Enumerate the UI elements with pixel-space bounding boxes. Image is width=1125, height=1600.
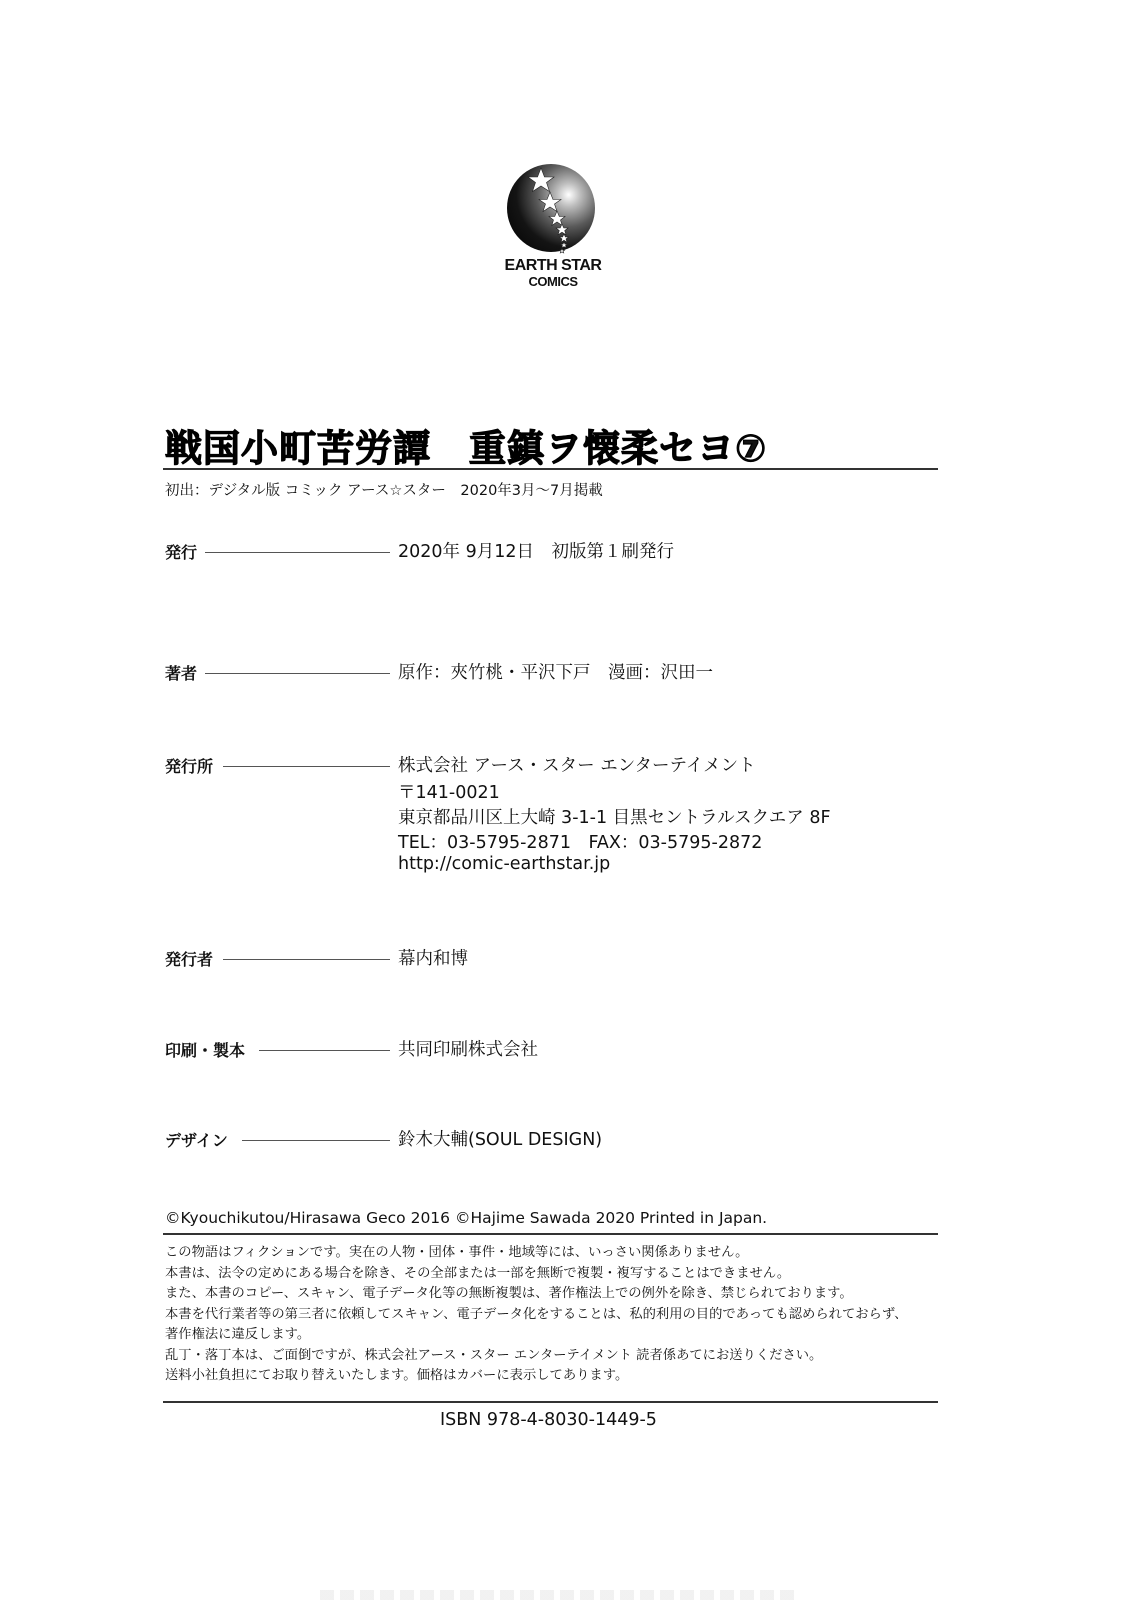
logo-wordmark-line2: COMICS [528,274,578,289]
isbn: ISBN 978-4-8030-1449-5 [440,1410,657,1430]
publisher-phone-fax: TEL：03-5795-2871 FAX：03-5795-2872 [398,833,763,853]
leader-line [205,552,390,553]
publisher-website-link[interactable]: http://comic-earthstar.jp [398,854,611,874]
isbn-divider [163,1401,938,1403]
credit-value: 株式会社 アース・スター エンターテイメント [398,756,756,776]
credit-value: 2020年 9月12日 初版第１刷発行 [398,542,675,562]
credit-label: 発行所 [165,757,214,776]
leader-line [223,766,390,767]
logo-wordmark-line1: EARTH STAR [504,257,602,274]
credit-value: 幕内和博 [398,949,468,969]
legal-notices [165,1243,907,1387]
publisher-postal-code: 〒141-0021 [398,783,500,803]
credit-value: 共同印刷株式会社 [398,1040,538,1060]
first-publication-note: 初出：デジタル版 コミック アース☆スター 2020年3月〜7月掲載 [165,483,603,499]
credit-value: 原作：夾竹桃・平沢下戸 漫画：沢田一 [398,663,713,683]
title-divider [163,468,938,470]
book-title: 戦国小町苦労譚 重鎮ヲ懐柔セヨ⑦ [165,427,768,470]
stars-icon [498,160,628,260]
earth-star-comics-logo [498,160,628,290]
bleed-through-artifact [320,1590,800,1600]
publisher-address: 東京都品川区上大崎 3-1-1 目黒セントラルスクエア 8F [398,808,831,828]
notice-line: 本書は、法令の定めにある場合を除き、その全部または一部を無断で複製・複写することはできません。 [165,1265,791,1281]
copyright-line: ©Kyouchikutou/Hirasawa Geco 2016 ©Hajime Sawada 2020 Printed in Japan. [165,1209,768,1227]
notice-line: また、本書のコピー、スキャン、電子データ化等の無断複製は、著作権法上での例外を除き、禁じられております。 [165,1286,853,1301]
credit-label: デザイン [165,1131,228,1150]
credit-label: 発行者 [165,950,214,969]
leader-line [259,1050,390,1051]
credit-value: 鈴木大輔(SOUL DESIGN) [398,1130,603,1150]
credit-label: 著者 [165,664,198,683]
credit-label: 印刷・製本 [165,1041,246,1060]
notice-line: 乱丁・落丁本は、ご面倒ですが、株式会社アース・スター エンターテイメント 読者係あてにお送りください。 [165,1347,823,1363]
notice-line: 著作権法に違反します。 [165,1327,311,1342]
notice-line: 送料小社負担にてお取り替えいたします。価格はカバーに表示してあります。 [165,1368,629,1383]
leader-line [223,959,390,960]
credit-label: 発行 [165,543,198,562]
notice-line: この物語はフィクションです。実在の人物・団体・事件・地域等には、いっさい関係ありません。 [165,1245,749,1260]
leader-line [205,673,390,674]
notice-line: 本書を代行業者等の第三者に依頼してスキャン、電子データ化をすることは、私的利用の目的であっても認められておらず、 [165,1306,908,1322]
copyright-divider [163,1233,938,1235]
leader-line [242,1140,390,1141]
